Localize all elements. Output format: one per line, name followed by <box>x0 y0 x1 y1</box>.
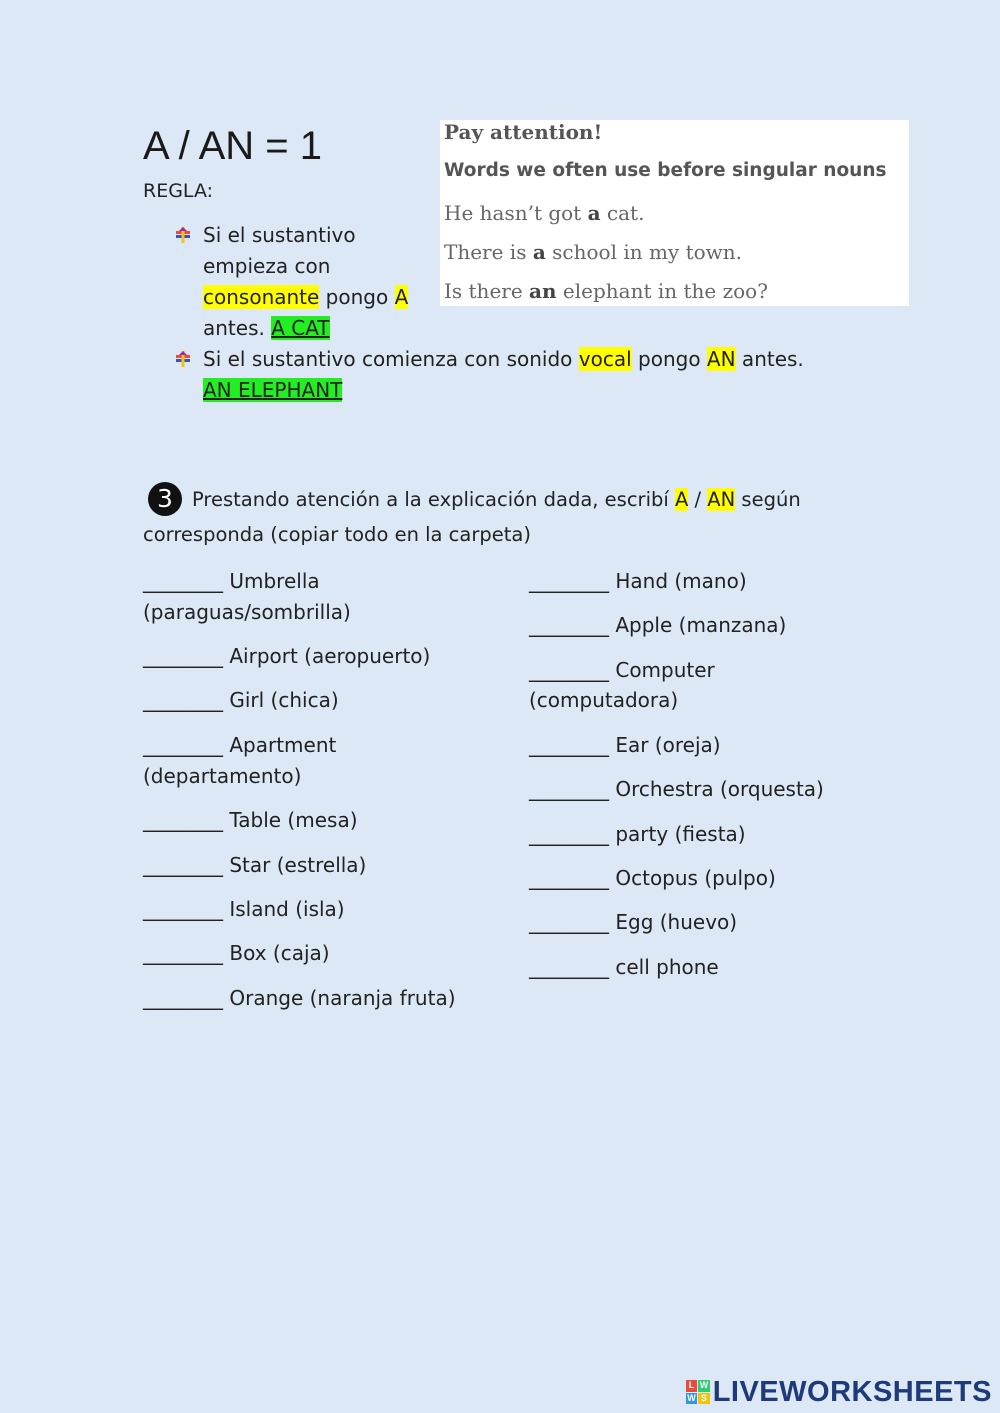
exercise-item: ________ Hand (mano) <box>529 569 747 593</box>
liveworksheets-logo-text: LIVEWORKSHEETS <box>712 1375 992 1408</box>
example-a-cat: A CAT <box>271 316 330 340</box>
arrow-bullet-icon <box>174 350 192 368</box>
rule1-line1: Si el sustantivo <box>203 223 356 247</box>
answer-blank[interactable]: ________ <box>143 569 223 593</box>
rule1-line3 <box>203 282 408 313</box>
exercise-item: ________ Table (mesa) <box>143 808 358 832</box>
exercise-instruction-line2: corresponda (copiar todo en la carpeta) <box>143 523 531 546</box>
exercise-item: ________ Computer <box>529 658 715 682</box>
exercise-item: ________ Octopus (pulpo) <box>529 866 776 890</box>
rule2-text <box>203 344 804 406</box>
rule2-line1 <box>203 344 804 375</box>
rule1-line4 <box>203 313 408 344</box>
pay-attention-title: Pay attention! <box>444 120 603 144</box>
rule2-line2 <box>203 375 804 406</box>
pay-attention-box <box>440 120 909 306</box>
exercise-instruction: Prestando atención a la explicación dada, escribí A / AN según <box>192 488 801 511</box>
pay-attention-subtitle: Words we often use before singular nouns <box>444 160 887 181</box>
exercise-item: ________ Apple (manzana) <box>529 613 787 637</box>
answer-blank[interactable]: ________ <box>143 644 223 668</box>
liveworksheets-logo-icon: L W W S <box>687 1380 709 1403</box>
rule1-line2: empieza con <box>203 254 331 278</box>
rule1-antes: antes. <box>203 316 272 340</box>
exercise-item: ________ Island (isla) <box>143 897 345 921</box>
exercise-item: ________ Egg (huevo) <box>529 910 738 934</box>
an-highlight: AN <box>707 488 736 511</box>
a-highlight: A <box>674 488 689 511</box>
answer-blank[interactable]: ________ <box>529 658 609 682</box>
answer-blank[interactable]: ________ <box>143 853 223 877</box>
exercise-item: ________ Star (estrella) <box>143 853 367 877</box>
liveworksheets-logo <box>686 1377 992 1407</box>
answer-blank[interactable]: ________ <box>529 955 609 979</box>
answer-blank[interactable]: ________ <box>529 777 609 801</box>
answer-blank[interactable]: ________ <box>529 733 609 757</box>
answer-blank[interactable]: ________ <box>143 733 223 757</box>
exercise-item: ________ Orange (naranja fruta) <box>143 986 456 1010</box>
exercise-item-continuation: (paraguas/sombrilla) <box>143 600 351 624</box>
exercise-item: ________ Orchestra (orquesta) <box>529 777 824 801</box>
answer-blank[interactable]: ________ <box>529 569 609 593</box>
answer-blank[interactable]: ________ <box>143 688 223 712</box>
answer-blank[interactable]: ________ <box>143 986 223 1010</box>
rule2-antes: antes. <box>735 347 804 371</box>
exercise-item: ________ Ear (oreja) <box>529 733 721 757</box>
answer-blank[interactable]: ________ <box>529 613 609 637</box>
rule-heading: REGLA: <box>143 180 214 202</box>
exercise-item: ________ party (fiesta) <box>529 822 746 846</box>
exercise-number-badge: 3 <box>148 482 182 516</box>
answer-blank[interactable]: ________ <box>529 866 609 890</box>
consonante-highlight: consonante <box>203 285 320 309</box>
example-an-elephant: AN ELEPHANT <box>203 378 343 402</box>
exercise-item: ________ Apartment <box>143 733 337 757</box>
exercise-item-continuation: (computadora) <box>529 688 679 712</box>
exercise-item: ________ Airport (aeropuerto) <box>143 644 431 668</box>
answer-blank[interactable]: ________ <box>529 910 609 934</box>
page-title: A / AN = 1 <box>143 124 323 168</box>
exercise-item: ________ cell phone <box>529 955 719 979</box>
answer-blank[interactable]: ________ <box>529 822 609 846</box>
rule1-pongo: pongo <box>319 285 395 309</box>
arrow-bullet-icon <box>174 226 192 244</box>
an-highlight: AN <box>706 347 736 371</box>
exercise-item-continuation: (departamento) <box>143 764 302 788</box>
answer-blank[interactable]: ________ <box>143 941 223 965</box>
a-highlight: A <box>394 285 409 309</box>
example-sentence: He hasn’t got a cat. <box>444 201 645 225</box>
rule2-pongo: pongo <box>631 347 707 371</box>
rule2-prefix: Si el sustantivo comienza con sonido <box>203 347 579 371</box>
vocal-highlight: vocal <box>578 347 632 371</box>
answer-blank[interactable]: ________ <box>143 897 223 921</box>
rule1-text <box>203 220 408 344</box>
example-sentence: Is there an elephant in the zoo? <box>444 279 768 303</box>
exercise-item: ________ Box (caja) <box>143 941 330 965</box>
exercise-item: ________ Girl (chica) <box>143 688 339 712</box>
exercise-item: ________ Umbrella <box>143 569 320 593</box>
answer-blank[interactable]: ________ <box>143 808 223 832</box>
example-sentence: There is a school in my town. <box>444 240 743 264</box>
